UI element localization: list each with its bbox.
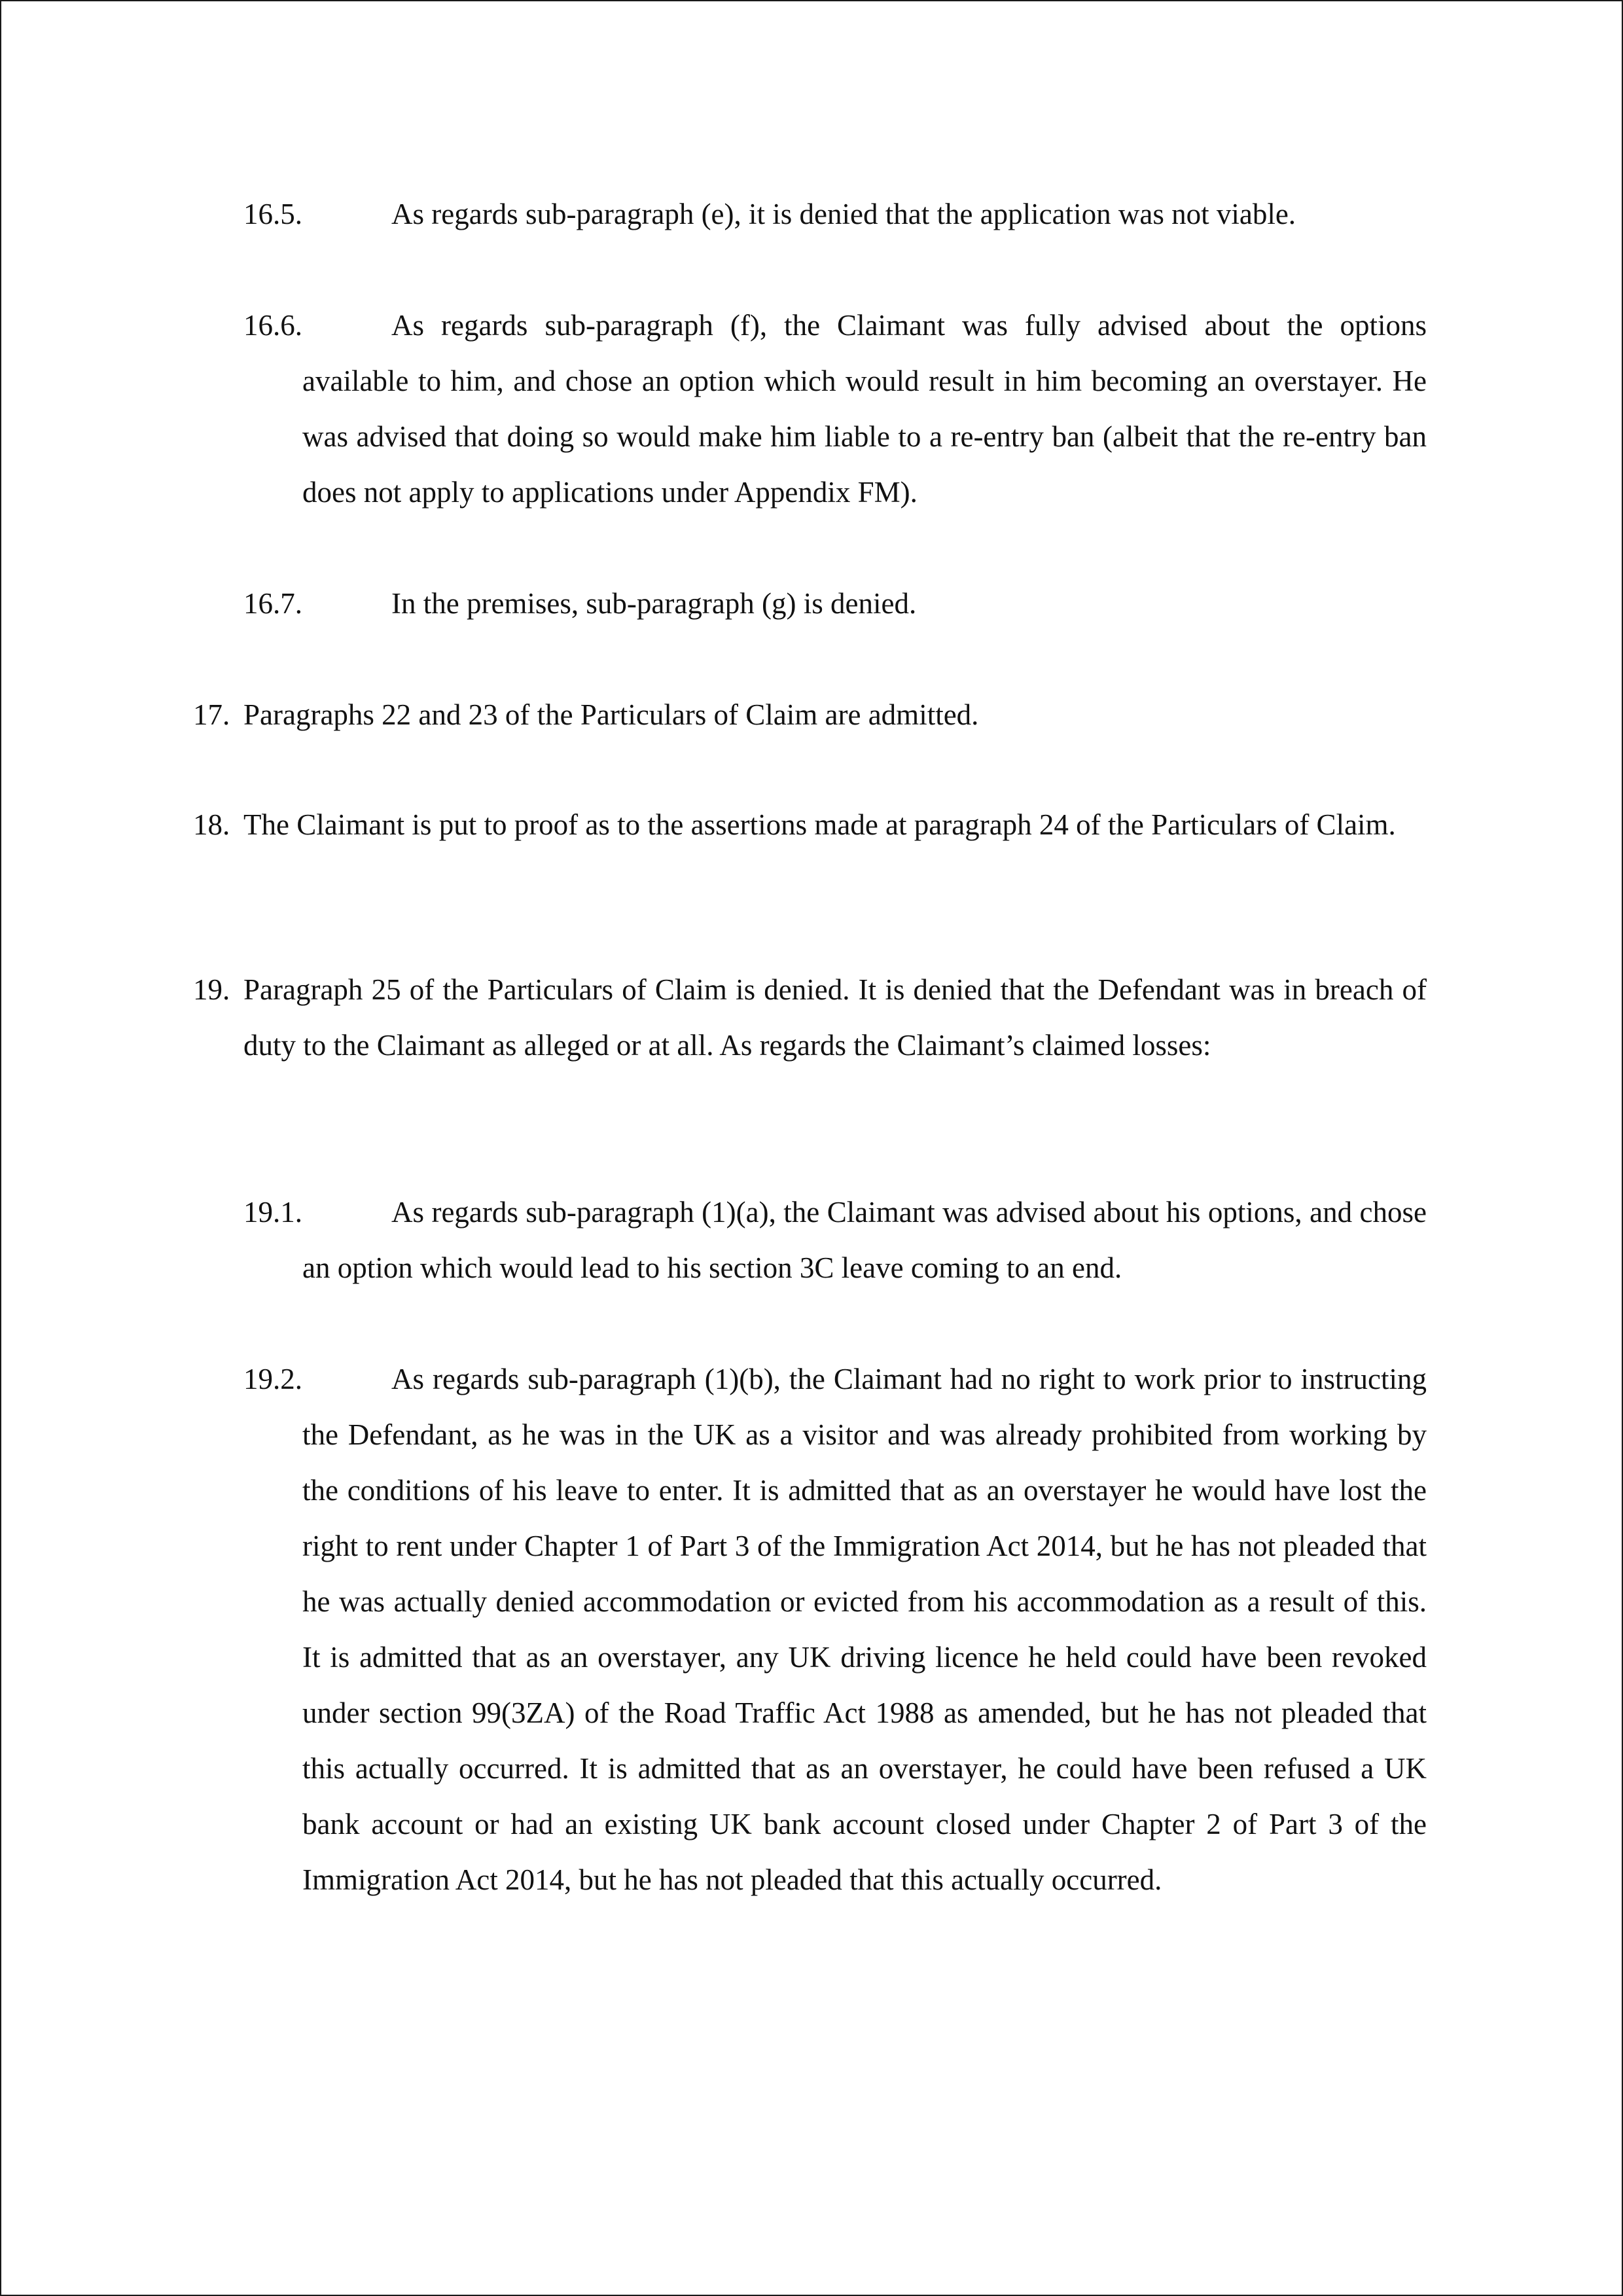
paragraph-number: 19.1. [243,1196,302,1229]
paragraph-19-1 [243,1185,1427,1296]
paragraph-text: The Claimant is put to proof as to the assertions made at paragraph 24 of the Particulars of Claim. [243,808,1396,841]
paragraph-text: Paragraph 25 of the Particulars of Claim is denied. It is denied that the Defendant was in breach of duty to the Claimant as alleged or at all. As regards the Claimant’s claimed losses: [243,973,1427,1062]
paragraph-number: 16.5. [243,198,302,230]
paragraph-number: 18. [193,808,230,841]
paragraph-16-7 [243,576,1427,632]
paragraph-19 [193,962,1427,1073]
paragraph-text: As regards sub-paragraph (f), the Claimant was fully advised about the options available to him, and chose an option which would result in him becoming an overstayer. He was advised that doing so would make him liable to a re-entry ban (albeit that the re-entry ban does not apply to applications under Appendix FM). [302,309,1427,509]
paragraph-16-5 [243,187,1427,242]
paragraph-number: 17. [193,698,230,731]
paragraph-number: 19.2. [243,1363,302,1395]
paragraph-17 [193,687,1427,743]
paragraph-number: 16.6. [243,309,302,342]
paragraph-text: Paragraphs 22 and 23 of the Particulars of Claim are admitted. [243,698,979,731]
paragraph-text: As regards sub-paragraph (1)(b), the Claimant had no right to work prior to instructing the Defendant, as he was in the UK as a visitor and was already prohibited from working by the conditions of his leave to enter. It is admitted that as an overstayer he would have lost the right to rent under Chapter 1 of Part 3 of the Immigration Act 2014, but he has not pleaded that he was actually denied accommodation or evicted from his accommodation as a result of this. It is admitted that as an overstayer, any UK driving licence he held could have been revoked under section 99(3ZA) of the Road Traffic Act 1988 as amended, but he has not pleaded that this actually occurred. It is admitted that as an overstayer, he could have been refused a UK bank account or had an existing UK bank account closed under Chapter 2 of Part 3 of the Immigration Act 2014, but he has not pleaded that this actually occurred. [302,1363,1427,1896]
paragraph-text: As regards sub-paragraph (1)(a), the Claimant was advised about his options, and chose an option which would lead to his section 3C leave coming to an end. [302,1196,1427,1284]
paragraph-text: In the premises, sub-paragraph (g) is denied. [391,587,917,620]
paragraph-number: 16.7. [243,587,302,620]
paragraph-18 [193,797,1427,853]
paragraph-number: 19. [193,973,230,1006]
paragraph-16-6 [243,298,1427,520]
paragraph-19-2 [243,1352,1427,1908]
paragraph-text: As regards sub-paragraph (e), it is denied that the application was not viable. [391,198,1296,230]
